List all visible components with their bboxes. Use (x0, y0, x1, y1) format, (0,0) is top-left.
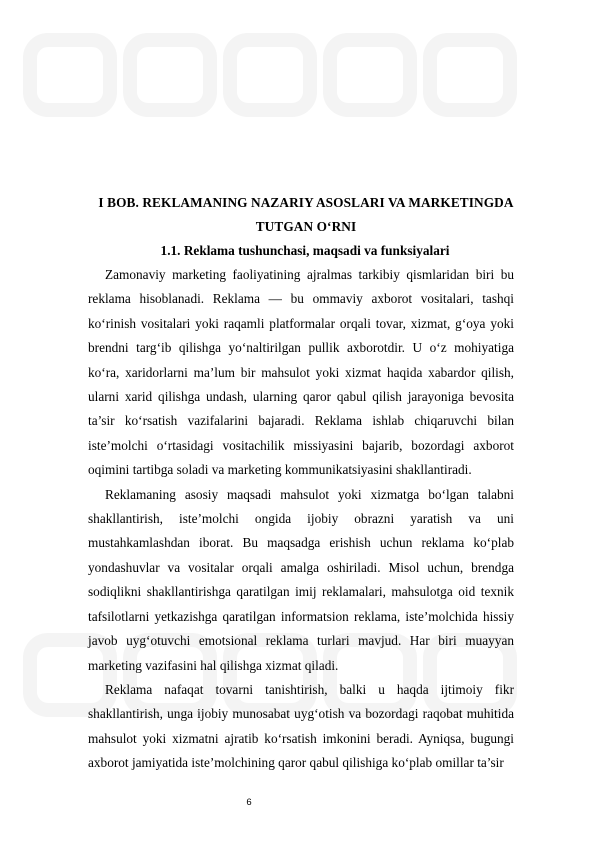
section-title: 1.1. Reklama tushunchasi, maqsadi va funksiyalari (160, 243, 450, 258)
body-text (88, 263, 514, 776)
paragraph-1: Zamonaviy marketing faoliyatining ajralmas tarkibiy qismlaridan biri bu reklama hisoblanadi. Reklama — bu ommaviy axborot vositalari, tashqi ko‘rinish vositalari yoki raqamli platformalar orqali tovar, xizmat, g‘oya yoki brendni targ‘ib qilishga yo‘naltirilgan pullik axborotdir. U o‘z mohiyatiga ko‘ra, xaridorlarni ma’lum bir mahsulot yoki xizmat haqida xabardor qilish, ularni xarid qilishga undash, ularning qaror qabul qilish jarayoniga bevosita ta’sir ko‘rsatish vazifalarini bajaradi. Reklama ishlab chiqaruvchi bilan iste’molchi o‘rtasidagi vositachilik missiyasini bajarib, bozordagi axborot oqimini tartibga soladi va marketing kommunikatsiyasini shakllantiradi. (88, 267, 514, 478)
page-number: 6 (246, 797, 252, 808)
paragraph-3: Reklama nafaqat tovarni tanishtirish, balki u haqda ijtimoiy fikr shakllantirish, unga ijobiy munosabat uyg‘otish va bozordagi raqobat muhitida mahsulot yoki xizmatni ajratib ko‘rsatish imkonini beradi. Ayniqsa, bugungi axborot jamiyatida iste’molchining qaror qabul qilishiga ko‘plab omillar ta’sir (88, 681, 514, 771)
chapter-title: I BOB. REKLAMANING NAZARIY ASOSLARI VA MARKETINGDA TUTGAN O‘RNI (98, 195, 514, 234)
paragraph-2: Reklamaning asosiy maqsadi mahsulot yoki xizmatga bo‘lgan talabni shakllantirish, iste’molchi ongida ijobiy obrazni yaratish va uni mustahkamlashdan iborat. Bu maqsadga erishish uchun reklama ko‘plab yondashuvlar va vositalar orqali amalga oshiriladi. Misol uchun, brendga sodiqlikni shakllantirishga qaratilgan imij reklamalari, mahsulotga oid texnik tafsilotlarni yetkazishga qaratilgan informatsion reklama, iste’molchida hissiy javob uyg‘otuvchi emotsional reklama turlari mavjud. Har biri muayyan marketing vazifasini hal qilishga xizmat qiladi. (88, 486, 514, 673)
